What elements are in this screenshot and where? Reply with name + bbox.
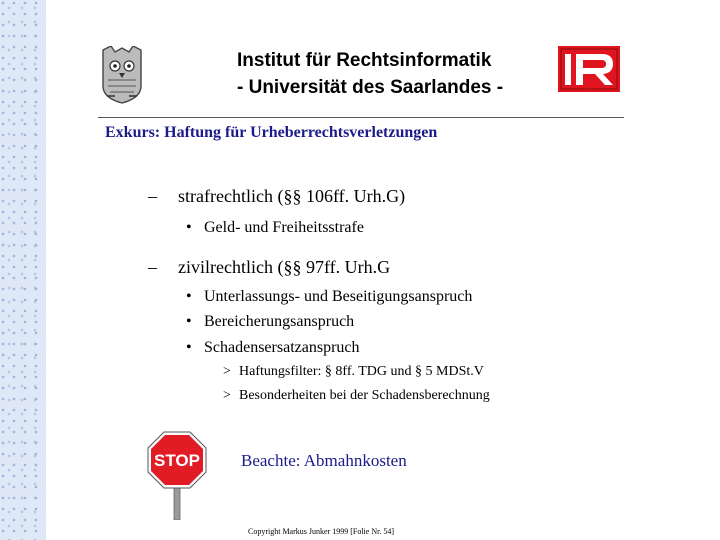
note-text: Beachte: Abmahnkosten [241,451,407,470]
institute-title [237,47,503,101]
list-item-text: Besonderheiten bei der Schadensberechnung [239,388,490,403]
dash-marker: – [148,257,157,277]
list-item [148,186,405,207]
header-divider [98,117,624,118]
arrow-marker: > [223,364,231,379]
bullet-marker: • [186,339,192,356]
list-item [186,339,360,357]
bullet-marker: • [186,313,192,330]
list-item-text: Haftungsfilter: § 8ff. TDG und § 5 MDSt.V [239,364,484,379]
list-item [186,288,472,306]
university-name: - Universität des Saarlandes - [237,77,504,98]
list-item-text: zivilrechtlich (§§ 97ff. Urh.G [178,257,391,277]
footer-copyright: Copyright Markus Junker 1999 [Folie Nr. 54] [248,527,394,536]
list-item-text: Schadensersatzanspruch [204,339,360,356]
ifr-logo-text: IfR [587,87,591,91]
list-item [223,388,490,404]
stop-sign-icon [146,430,208,520]
ifr-logo [558,46,620,92]
list-item [186,219,364,237]
bullet-marker: • [186,219,192,236]
list-item [148,257,390,278]
list-item-text: Unterlassungs- und Beseitigungsanspruch [204,288,473,305]
list-item-text: Bereicherungsanspruch [204,313,355,330]
dash-marker: – [148,186,157,206]
section-title: Exkurs: Haftung für Urheberrechtsverletzungen [105,124,438,141]
list-item-text: Geld- und Freiheitsstrafe [204,219,364,236]
decorative-side-strip [0,0,46,540]
university-seal-logo [97,46,147,104]
list-item-text: strafrechtlich (§§ 106ff. Urh.G) [178,186,406,206]
arrow-marker: > [223,388,231,403]
stop-sign-text: STOP [154,451,200,470]
list-item [186,313,354,331]
bullet-marker: • [186,288,192,305]
institute-name: Institut für Rechtsinformatik [237,50,492,71]
list-item [223,364,484,380]
